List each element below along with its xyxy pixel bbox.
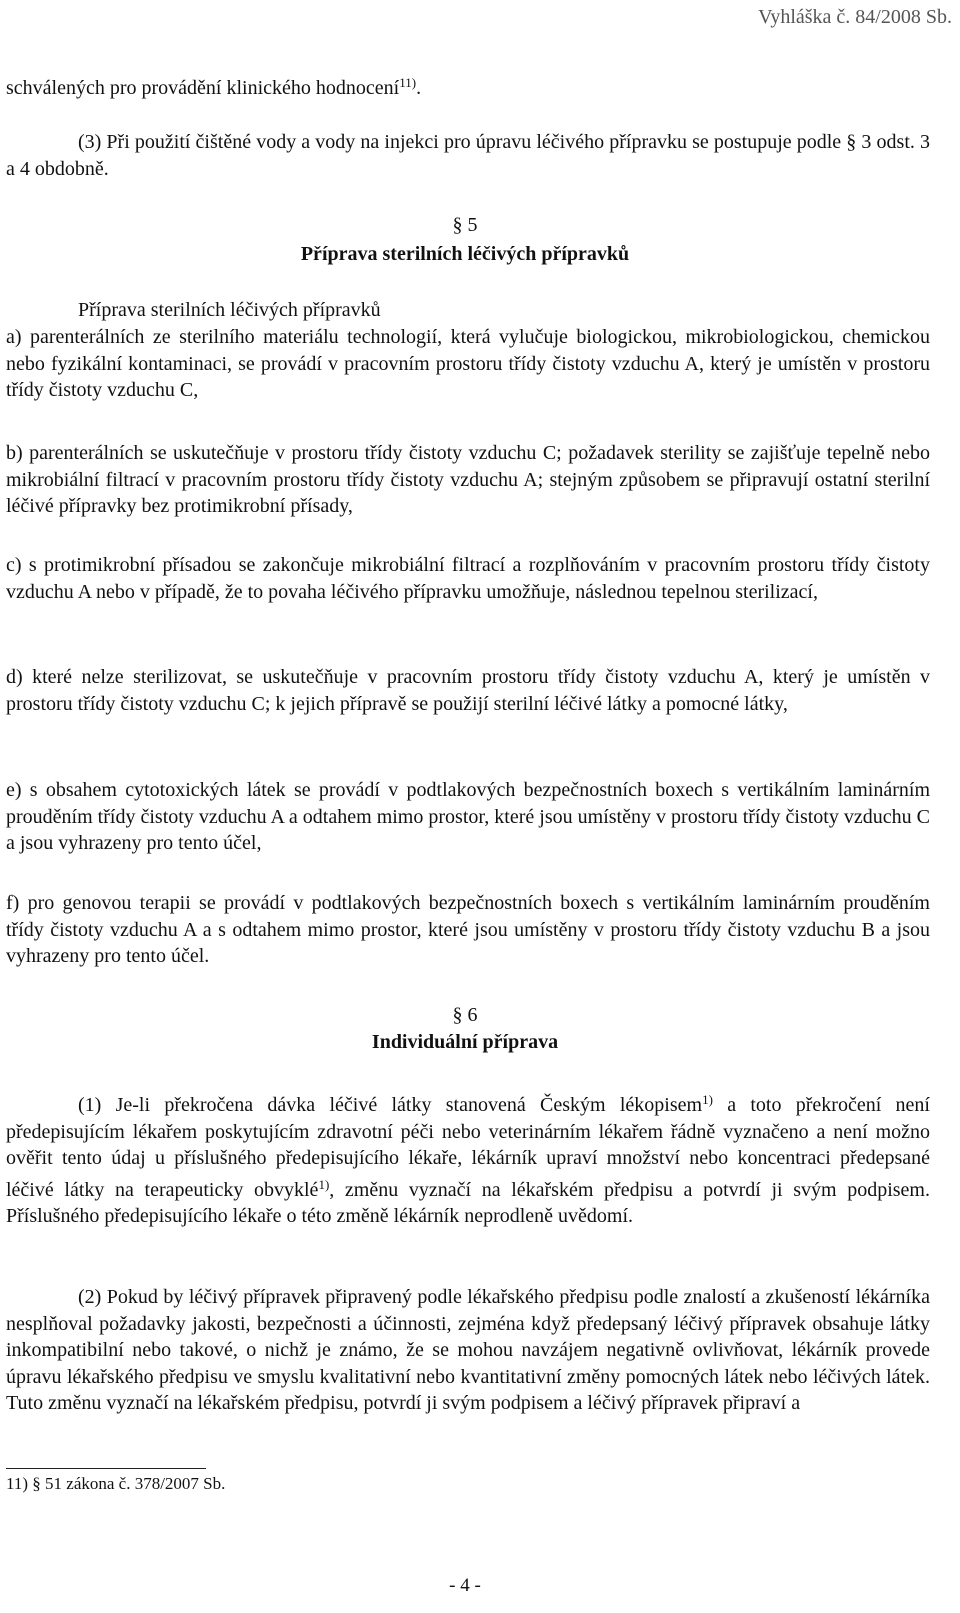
page-number: - 4 - <box>449 1575 481 1596</box>
item-c: c) s protimikrobní přísadou se zakončuje mikrobiální filtrací a rozplňováním v pracovním prostoru třídy čistoty vzduchu A nebo v případě, že to povaha léčivého přípravku umožňuje, následnou tepelnou sterilizací, <box>6 554 930 603</box>
section-6-paragraph-1 <box>6 1087 930 1230</box>
paragraph-3: (3) Při použití čištěné vody a vody na injekci pro úpravu léčivého přípravku se postupuje podle § 3 odst. 3 a 4 obdobně. <box>6 131 930 180</box>
item-d: d) které nelze sterilizovat, se uskutečňuje v pracovním prostoru třídy čistoty vzduchu A, který je umístěn v prostoru třídy čistoty vzduchu C; k jejich přípravě se použijí sterilní léčivé látky a pomocné látky, <box>6 666 930 715</box>
section-5-lead: Příprava sterilních léčivých přípravků <box>78 299 381 321</box>
item-b: b) parenterálních se uskutečňuje v prostoru třídy čistoty vzduchu C; požadavek sterility se zajišťuje tepelně nebo mikrobiální filtrací v pracovním prostoru třídy čistoty vzduchu A; stejným způsobem se připravují ostatní sterilní léčivé přípravky bez protimikrobní přísady, <box>6 442 930 517</box>
item-e: e) s obsahem cytotoxických látek se provádí v podtlakových bezpečnostních boxech s vertikálním laminárním prouděním třídy čistoty vzduchu A a odtahem mimo prostor, které jsou umístěny v prostoru třídy čistoty vzduchu C a jsou vyhrazeny pro tento účel, <box>6 779 930 854</box>
p1-text-b: a toto překročení není předepisujícím lékařem poskytujícím zdravotní péči nebo veterinárním lékařem řádně vyznačeno a není možno ověřit tento údaj u příslušného předepisujícího lékaře, lékárník upraví množství nebo koncentraci předepsané léčivé látky na terapeuticky obvyklé <box>6 1094 930 1201</box>
footnote-ref: 1) <box>702 1092 713 1107</box>
item-a: a) parenterálních ze sterilního materiálu technologií, která vylučuje biologickou, mikrobiologickou, chemickou nebo fyzikální kontaminaci, se provádí v pracovním prostoru třídy čistoty vzduchu A, který je umístěn v prostoru třídy čistoty vzduchu C, <box>6 326 930 401</box>
running-header: Vyhláška č. 84/2008 Sb. <box>758 6 952 28</box>
section-6-title: Individuální příprava <box>371 1031 559 1053</box>
section-6-number: § 6 <box>452 1004 478 1026</box>
footnote-divider <box>6 1468 206 1469</box>
footnote-ref: 1) <box>318 1176 330 1192</box>
section-5-number: § 5 <box>452 214 478 236</box>
footnote-ref: 11) <box>399 75 417 90</box>
p1-text-a: (1) Je-li překročena dávka léčivé látky stanovená Českým lékopisem <box>78 1094 703 1116</box>
intro-end: . <box>416 77 422 99</box>
section-5-title: Příprava sterilních léčivých přípravků <box>300 243 630 265</box>
section-6-paragraph-2: (2) Pokud by léčivý přípravek připravený podle lékařského předpisu podle znalostí a zkušeností lékárníka nesplňoval požadavky jakosti, bezpečnosti a účinnosti, zejména když předepsaný léčivý přípravek obsahuje látky inkompatibilní nebo takové, o nichž je známo, že se mohou navzájem negativně ovlivňovat, lékárník provede úpravu lékařského předpisu ve smyslu kvalitativní nebo kvantitativní změny pomocných látek nebo léčivých látek. Tuto změnu vyznačí na lékařském předpisu, potvrdí ji svým podpisem a léčivý přípravek připraví a <box>6 1286 930 1414</box>
intro-line <box>6 70 930 102</box>
intro-text: schválených pro provádění klinického hodnocení <box>6 77 400 99</box>
footnote: 11) § 51 zákona č. 378/2007 Sb. <box>6 1474 226 1493</box>
item-f: f) pro genovou terapii se provádí v podtlakových bezpečnostních boxech s vertikálním laminárním prouděním třídy čistoty vzduchu A a s odtahem mimo prostor, které jsou umístěny v prostoru třídy čistoty vzduchu B a jsou vyhrazeny pro tento účel. <box>6 892 930 967</box>
p1-text-c: , změnu vyznačí na lékařském předpisu a potvrdí ji svým podpisem. Příslušného předepisujícího lékaře o této změně lékárník neprodleně uvědomí. <box>6 1178 930 1227</box>
